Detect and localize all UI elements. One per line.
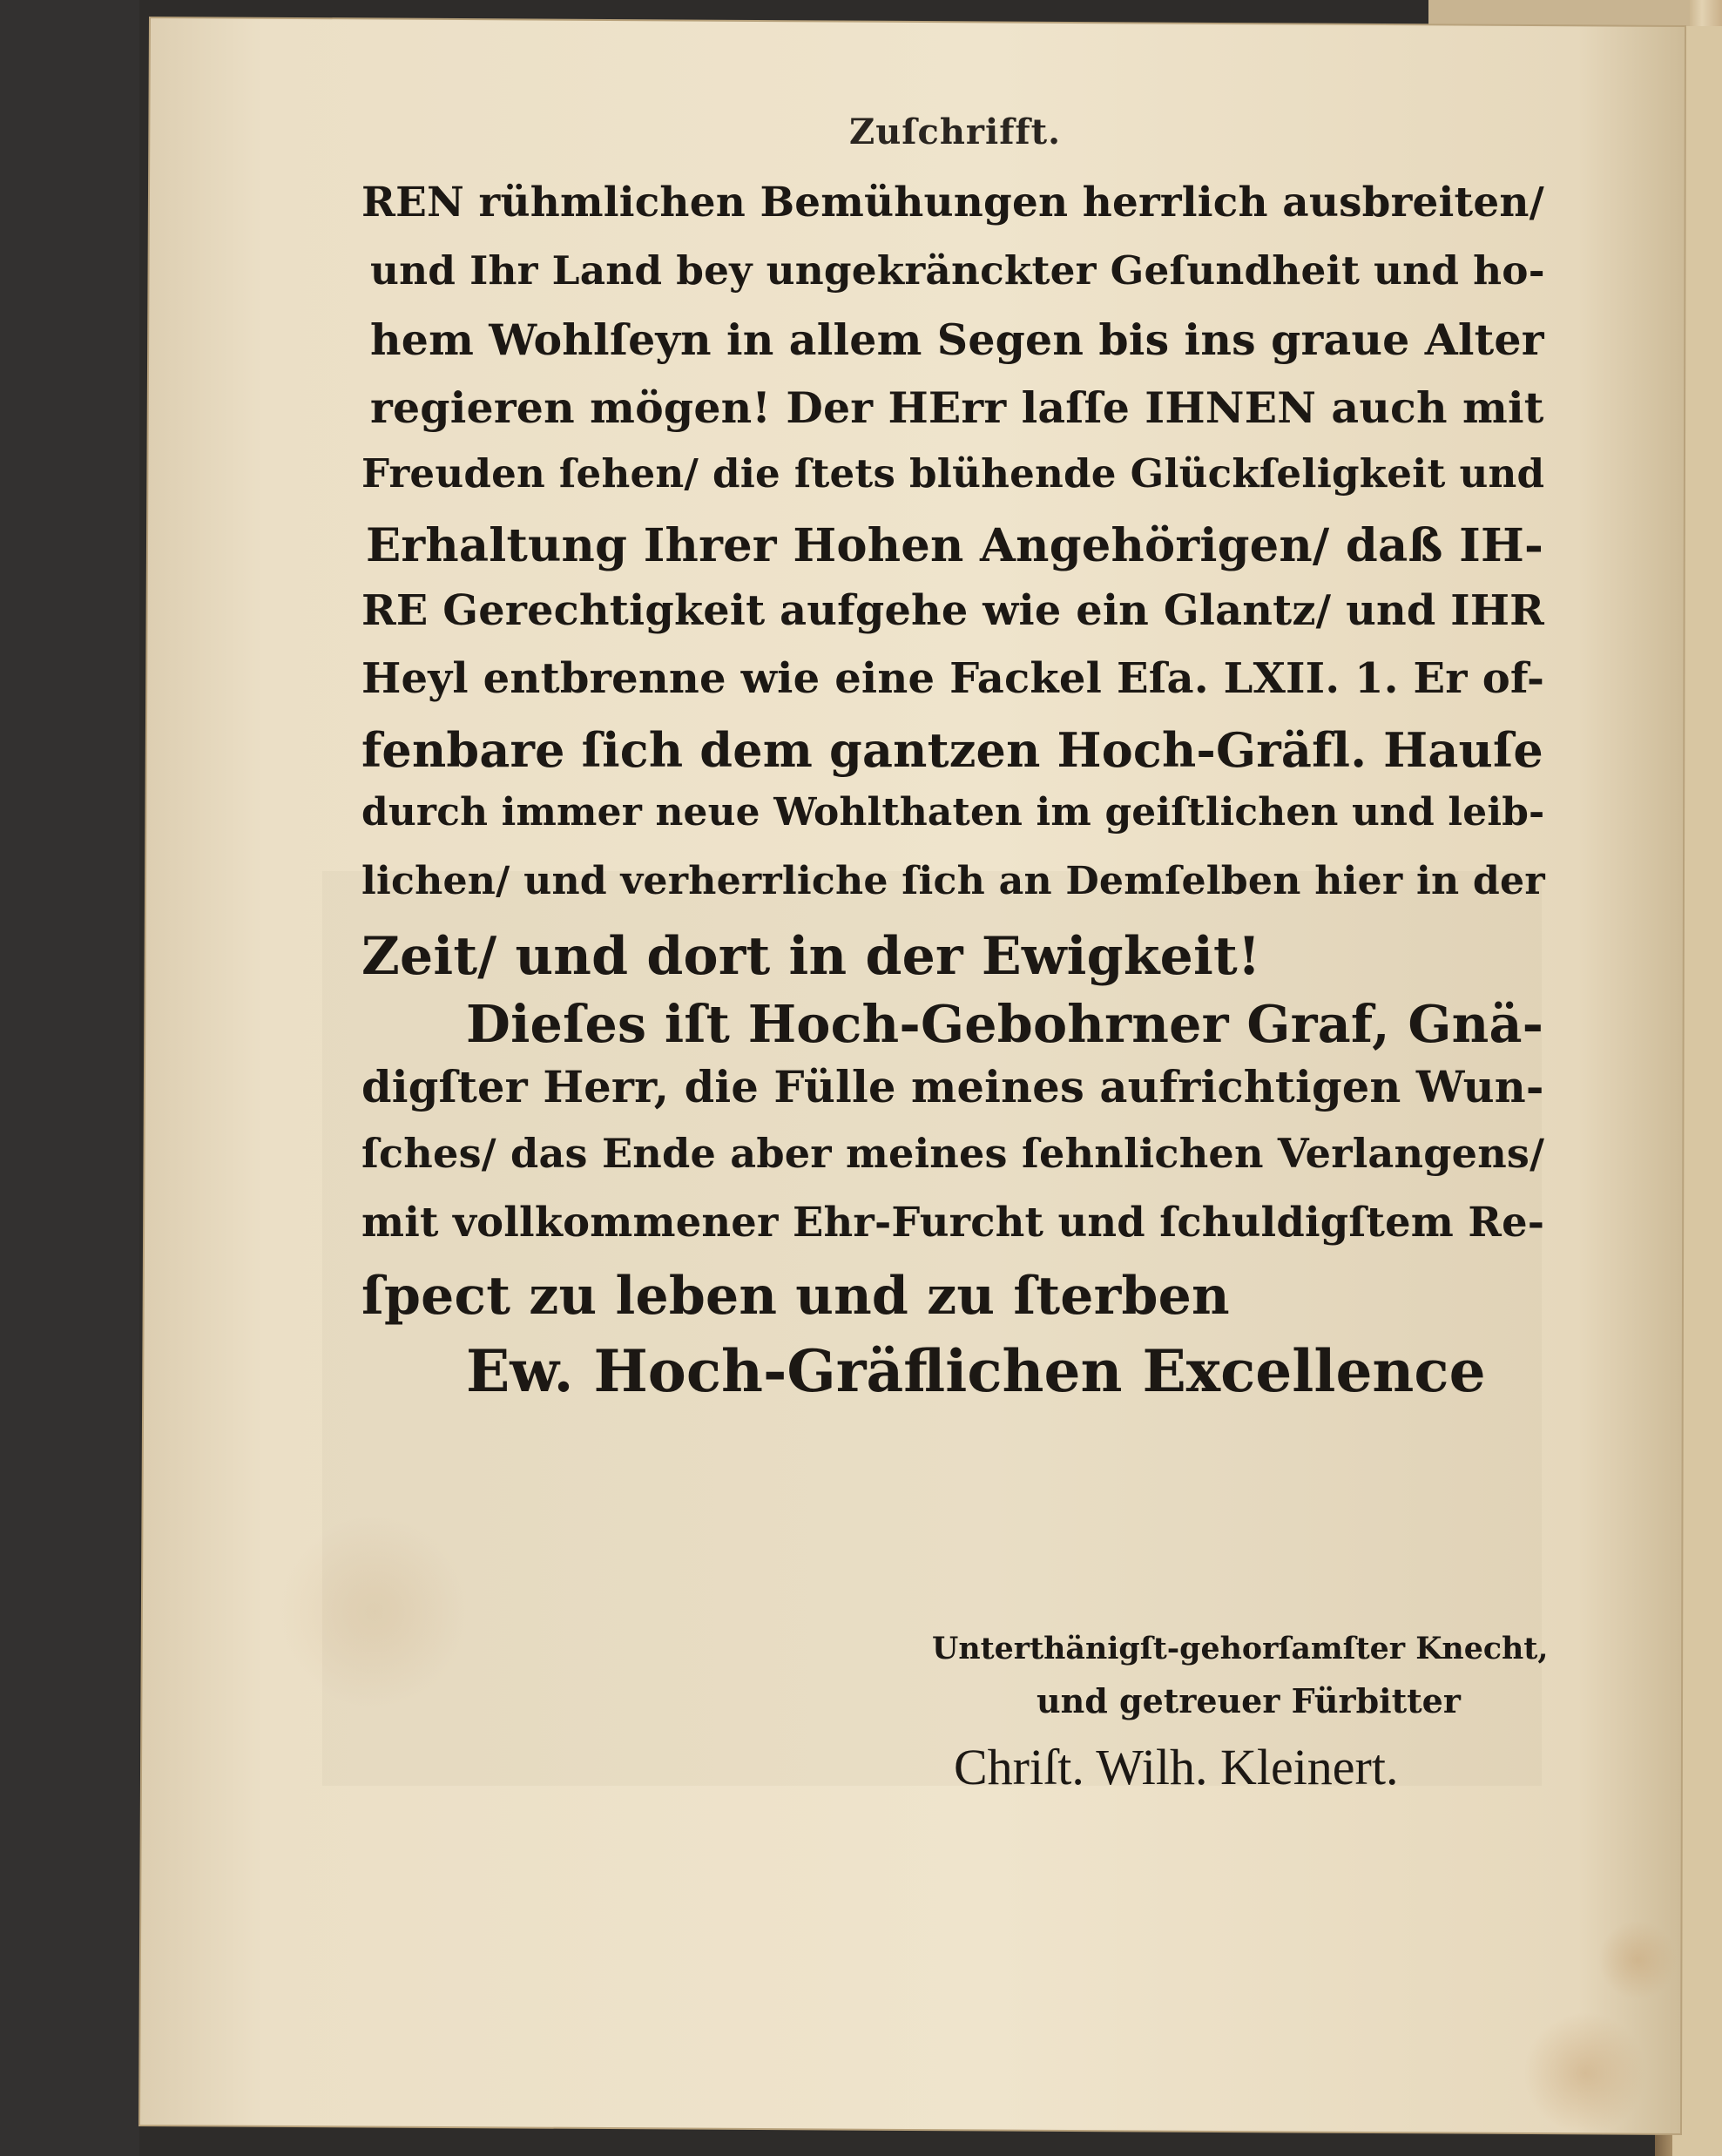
body-line: Erhaltung Ihrer Hohen Angehörigen/ daß IH- <box>366 518 1544 572</box>
running-head: Zuſchrifft. <box>849 112 1062 152</box>
body-line: Zeit/ und dort in der Ewigkeit! <box>361 926 1261 987</box>
body-line: fenbare ſich dem gantzen Hoch-Gräfl. Hauſe <box>361 722 1543 778</box>
body-line: REN rühmlichen Bemühungen herrlich ausbreiten/ <box>361 179 1544 226</box>
body-line: Freuden ſehen/ die ſtets blühende Glückſeligkeit und <box>361 450 1545 497</box>
body-line: digſter Herr, die Fülle meines aufrichtigen Wun- <box>361 1062 1544 1112</box>
body-line: Heyl entbrenne wie eine Fackel Eſa. LXII. 1. Er of- <box>361 654 1545 703</box>
body-line: ſches/ das Ende aber meines ſehnlichen Verlangens/ <box>361 1130 1545 1177</box>
body-line: lichen/ und verherrliche ſich an Demſelben hier in der <box>361 858 1545 903</box>
closing-salutation: Ew. Hoch-Gräflichen Excellence <box>466 1337 1486 1405</box>
signature-line: und getreuer Fürbitter <box>1037 1681 1461 1720</box>
body-line: durch immer neue Wohlthaten im geiſtlichen und leib- <box>361 790 1545 835</box>
body-line: RE Gerechtigkeit aufgehe wie ein Glantz/ und IHR <box>361 586 1544 635</box>
body-line: ſpect zu leben und zu ſterben <box>361 1266 1230 1327</box>
body-line: und Ihr Land bey ungekränckter Geſundheit und ho- <box>370 247 1545 294</box>
body-line: Dieſes iſt Hoch-Gebohrner Graf, Gnä- <box>466 994 1544 1054</box>
signer-name: Chriſt. Wilh. Kleinert. <box>954 1739 1399 1795</box>
body-line: regieren mögen! Der HErr laſſe IHNEN auch mit <box>370 382 1544 433</box>
signature-line: Unterthänigſt-gehorſamſter Knecht, <box>932 1631 1549 1666</box>
body-line: hem Wohlſeyn in allem Segen bis ins graue Alter <box>370 314 1544 365</box>
body-line: mit vollkommener Ehr-Furcht und ſchuldigſtem Re- <box>361 1198 1545 1246</box>
